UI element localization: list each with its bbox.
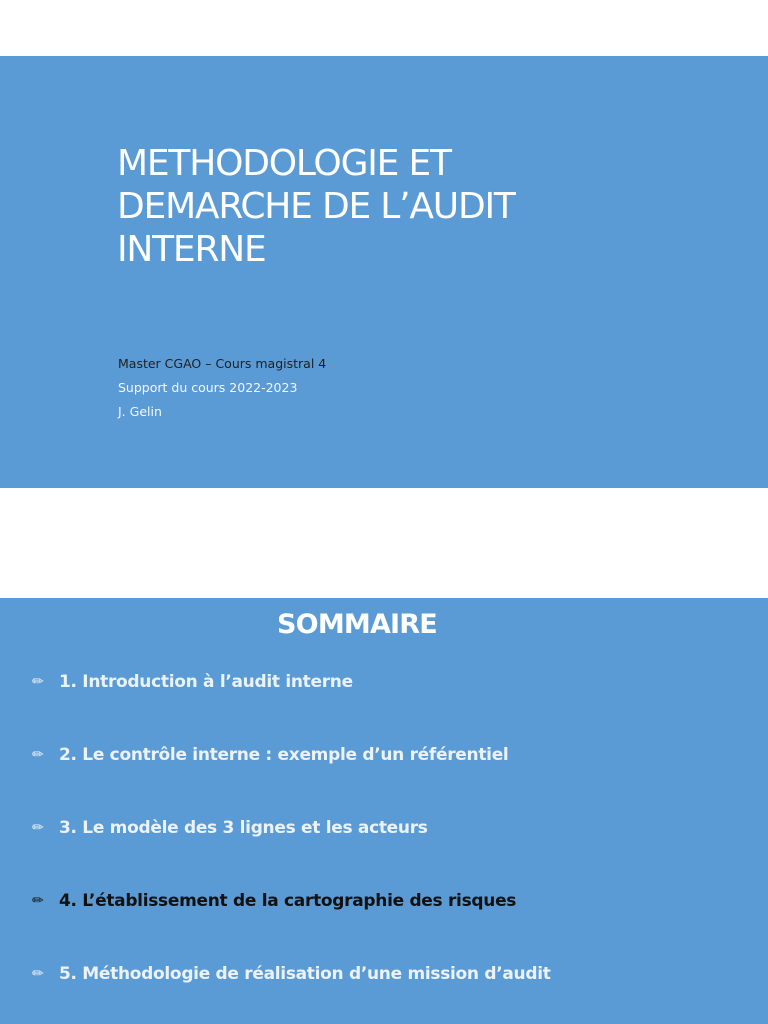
slide-subtitle xyxy=(118,352,326,424)
toc-item-label: 4. L’établissement de la cartographie des risques xyxy=(59,891,517,911)
slide-title xyxy=(117,142,515,271)
support-line: Support du cours 2022-2023 xyxy=(118,380,298,395)
summary-slide xyxy=(0,598,768,1024)
toc-item xyxy=(32,816,551,840)
title-line: METHODOLOGIE ET xyxy=(117,143,451,184)
pencil-arrow-icon: ✏ xyxy=(32,820,44,836)
pencil-arrow-icon: ✏ xyxy=(32,747,44,763)
toc-item-label: 3. Le modèle des 3 lignes et les acteurs xyxy=(59,818,428,838)
toc-item-label: 5. Méthodologie de réalisation d’une mission d’audit xyxy=(59,964,551,984)
toc-item-current xyxy=(32,889,551,913)
toc-item xyxy=(32,962,551,986)
toc-item-label: 2. Le contrôle interne : exemple d’un référentiel xyxy=(59,745,509,765)
title-line: INTERNE xyxy=(117,229,266,270)
course-line: Master CGAO – Cours magistral 4 xyxy=(118,356,327,371)
toc-item xyxy=(32,743,551,767)
title-line: DEMARCHE DE L’AUDIT xyxy=(117,186,515,227)
pencil-arrow-icon: ✏ xyxy=(32,966,44,982)
toc-item xyxy=(32,670,551,694)
toc-item-label: 1. Introduction à l’audit interne xyxy=(59,672,353,692)
title-slide xyxy=(0,56,768,488)
pencil-arrow-icon: ✏ xyxy=(32,893,44,909)
pencil-arrow-icon: ✏ xyxy=(32,674,44,690)
author-line: J. Gelin xyxy=(118,404,162,419)
summary-title: SOMMAIRE xyxy=(277,609,437,640)
table-of-contents xyxy=(32,670,551,1024)
